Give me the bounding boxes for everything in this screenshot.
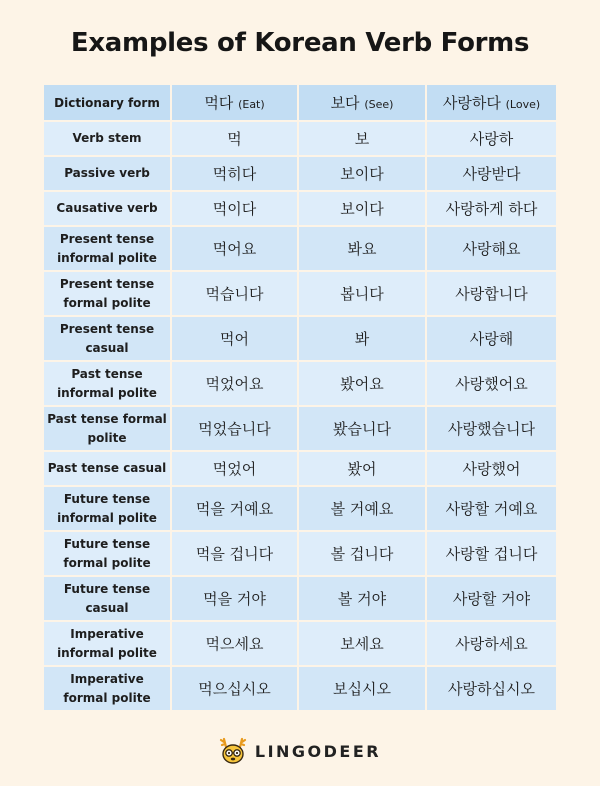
eat-form-cell: 먹었습니다 <box>172 407 299 450</box>
see-form-cell: 보 <box>299 122 427 155</box>
see-form-cell: 봤어요 <box>299 362 427 405</box>
eat-form-cell: 먹어요 <box>172 227 299 270</box>
verb-form-label: Future tense casual <box>44 577 172 620</box>
love-form-cell: 사랑할 거야 <box>427 577 556 620</box>
love-form-cell: 사랑하게 하다 <box>427 192 556 225</box>
table-row <box>44 227 556 270</box>
header-verb-see <box>299 85 427 120</box>
page-title: Examples of Korean Verb Forms <box>70 28 530 58</box>
verb-forms-table <box>44 83 556 712</box>
eat-form-cell: 먹었어요 <box>172 362 299 405</box>
table-row <box>44 532 556 575</box>
love-form-cell: 사랑할 겁니다 <box>427 532 556 575</box>
verb-form-label: Future tense informal polite <box>44 487 172 530</box>
love-form-cell: 사랑하 <box>427 122 556 155</box>
table-row <box>44 487 556 530</box>
table-body <box>44 122 556 710</box>
header-verb-love-english: (Love) <box>505 98 541 111</box>
header-row <box>44 85 556 120</box>
see-form-cell: 볼 거예요 <box>299 487 427 530</box>
eat-form-cell: 먹으세요 <box>172 622 299 665</box>
see-form-cell: 보이다 <box>299 192 427 225</box>
header-verb-eat-english: (Eat) <box>238 98 265 111</box>
header-verb-love-korean: 사랑하다 <box>442 94 501 112</box>
eat-form-cell: 먹을 거예요 <box>172 487 299 530</box>
verb-form-label: Causative verb <box>44 192 172 225</box>
table-row <box>44 272 556 315</box>
love-form-cell: 사랑하십시오 <box>427 667 556 710</box>
table-header <box>44 85 556 120</box>
verb-form-label: Past tense formal polite <box>44 407 172 450</box>
table-row <box>44 577 556 620</box>
verb-form-label: Verb stem <box>44 122 172 155</box>
see-form-cell: 보세요 <box>299 622 427 665</box>
love-form-cell: 사랑합니다 <box>427 272 556 315</box>
table-row <box>44 407 556 450</box>
love-form-cell: 사랑했어 <box>427 452 556 485</box>
verb-form-label: Imperative formal polite <box>44 667 172 710</box>
see-form-cell: 봅니다 <box>299 272 427 315</box>
table-row <box>44 192 556 225</box>
eat-form-cell: 먹을 거야 <box>172 577 299 620</box>
eat-form-cell: 먹습니다 <box>172 272 299 315</box>
see-form-cell: 봤습니다 <box>299 407 427 450</box>
see-form-cell: 보십시오 <box>299 667 427 710</box>
verb-form-label: Present tense casual <box>44 317 172 360</box>
verb-form-label: Present tense informal polite <box>44 227 172 270</box>
table-row <box>44 157 556 190</box>
eat-form-cell: 먹을 겁니다 <box>172 532 299 575</box>
see-form-cell: 볼 겁니다 <box>299 532 427 575</box>
love-form-cell: 사랑할 거예요 <box>427 487 556 530</box>
see-form-cell: 봤어 <box>299 452 427 485</box>
see-form-cell: 봐요 <box>299 227 427 270</box>
table-row <box>44 362 556 405</box>
brand-logo <box>0 736 600 766</box>
love-form-cell: 사랑하세요 <box>427 622 556 665</box>
table-row <box>44 452 556 485</box>
header-verb-love <box>427 85 556 120</box>
eat-form-cell: 먹히다 <box>172 157 299 190</box>
verb-form-label: Present tense formal polite <box>44 272 172 315</box>
verb-form-label: Past tense casual <box>44 452 172 485</box>
header-verb-eat-korean: 먹다 <box>204 94 234 112</box>
eat-form-cell: 먹어 <box>172 317 299 360</box>
love-form-cell: 사랑했습니다 <box>427 407 556 450</box>
see-form-cell: 봐 <box>299 317 427 360</box>
verb-form-label: Imperative informal polite <box>44 622 172 665</box>
see-form-cell: 볼 거야 <box>299 577 427 620</box>
love-form-cell: 사랑받다 <box>427 157 556 190</box>
love-form-cell: 사랑해 <box>427 317 556 360</box>
love-form-cell: 사랑해요 <box>427 227 556 270</box>
header-dictionary-form: Dictionary form <box>44 85 172 120</box>
table-row <box>44 317 556 360</box>
table-row <box>44 122 556 155</box>
verb-form-label: Past tense informal polite <box>44 362 172 405</box>
eat-form-cell: 먹 <box>172 122 299 155</box>
verb-form-label: Future tense formal polite <box>44 532 172 575</box>
eat-form-cell: 먹었어 <box>172 452 299 485</box>
brand-name: LINGODEER <box>254 741 382 761</box>
eat-form-cell: 먹이다 <box>172 192 299 225</box>
table-row <box>44 622 556 665</box>
table-row <box>44 667 556 710</box>
header-verb-see-english: (See) <box>364 98 394 111</box>
header-verb-see-korean: 보다 <box>330 94 360 112</box>
header-verb-eat <box>172 85 299 120</box>
verb-form-label: Passive verb <box>44 157 172 190</box>
love-form-cell: 사랑했어요 <box>427 362 556 405</box>
eat-form-cell: 먹으십시오 <box>172 667 299 710</box>
see-form-cell: 보이다 <box>299 157 427 190</box>
deer-mascot-icon <box>219 736 247 766</box>
